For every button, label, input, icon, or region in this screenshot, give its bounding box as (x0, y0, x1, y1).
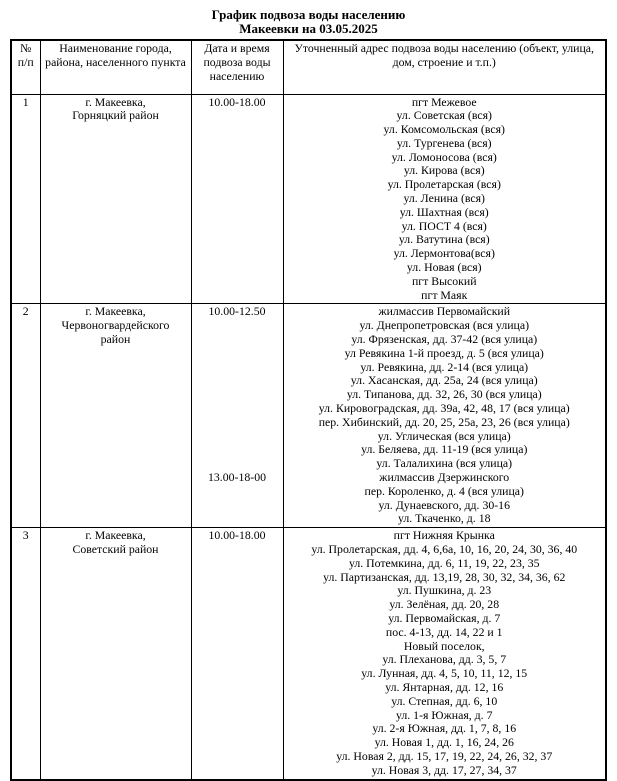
address-line: пер. Хибинский, дд. 20, 25, 25а, 23, 26 (вся улица) (318, 414, 570, 429)
address-line: ул. Дунаевского, дд. 30-16 (378, 497, 510, 512)
address-line: ул. 1-я Южная, д. 7 (396, 707, 493, 722)
time-cell (191, 528, 283, 780)
address-line: ул. ПОСТ 4 (вся) (401, 218, 487, 233)
address-cell (283, 528, 606, 780)
address-line: ул. Янтарная, дд. 12, 16 (385, 679, 504, 694)
address-line: ул. Ткаченко, д. 18 (397, 511, 491, 526)
address-line: ул. Кировоградская, дд. 39а, 42, 48, 17 (вся улица) (318, 401, 570, 416)
header-row (11, 40, 606, 94)
address-line: ул. Кирова (вся) (403, 163, 485, 178)
time-cell (191, 304, 283, 528)
locality-line: г. Макеевка, (85, 528, 146, 543)
address-line: ул. Степная, дд. 6, 10 (391, 693, 498, 708)
address-line: ул. Днепропетровская (вся улица) (359, 318, 530, 333)
address-line: ул. Лунная, дд. 4, 5, 10, 11, 12, 15 (361, 666, 528, 681)
address-line: пгт Маяк (421, 287, 468, 302)
address-line: ул Ревякина 1-й проезд, д. 5 (вся улица) (344, 345, 544, 360)
address-line: пгт Межевое (411, 94, 477, 109)
locality-line: Горняцкий район (72, 108, 159, 123)
address-line: пер. Короленко, д. 4 (вся улица) (364, 483, 524, 498)
address-line: пос. 4-13, дд. 14, 22 и 1 (385, 624, 503, 639)
address-line: жилмассив Дзержинского (379, 470, 510, 485)
address-line: ул. Пролетарская, дд. 4, 6,6а, 10, 16, 20, 24, 30, 36, 40 (311, 542, 578, 556)
locality-name (40, 528, 191, 780)
time-value: 10.00-12.50 (208, 304, 266, 319)
row-number: 2 (11, 304, 40, 528)
address-line: ул. Пушкина, д. 23 (397, 583, 492, 598)
address-line: ул. Новая 2, дд. 15, 17, 19, 22, 24, 26, 32, 37 (336, 748, 553, 763)
table-row (11, 304, 606, 528)
table-row (11, 94, 606, 304)
locality-name (40, 94, 191, 304)
address-line: ул. Беляева, дд. 11-19 (вся улица) (361, 442, 528, 457)
address-line: жилмассив Первомайский (378, 304, 511, 319)
locality-line: район (100, 332, 131, 347)
address-line: ул. Углическая (вся улица) (377, 428, 511, 443)
address-line: ул. Потемкина, дд. 6, 11, 19, 22, 23, 35 (348, 555, 540, 570)
header-time: Дата и время подвоза воды населению (191, 40, 283, 94)
address-line: пгт Нижняя Крынка (393, 528, 495, 543)
address-line: ул. Ломоносова (вся) (391, 149, 497, 164)
address-line: ул. 2-я Южная, дд. 1, 7, 8, 16 (372, 721, 517, 736)
address-cell (283, 94, 606, 304)
address-line: ул. Пролетарская (вся) (387, 177, 501, 192)
address-line: ул. Комсомольская (вся) (383, 122, 505, 137)
address-line: ул. Новая 1, дд. 1, 16, 24, 26 (374, 735, 514, 750)
address-line: ул. Новая (вся) (406, 260, 482, 275)
address-line: ул. Новая 3, дд. 17, 27, 34, 37 (371, 762, 517, 777)
address-line: пгт Высокий (411, 273, 477, 288)
time-value: 10.00-18.00 (208, 528, 266, 543)
header-num: № п/п (11, 40, 40, 94)
address-line: ул. Ленина (вся) (403, 191, 485, 206)
address-line: ул. Лермонтова(вся) (393, 246, 495, 261)
address-line: ул. Хасанская, дд. 25а, 24 (вся улица) (350, 373, 538, 388)
header-address: Уточненный адрес подвоза воды населению (объект, улица, дом, строение и т.п.) (283, 40, 606, 94)
address-line: ул. Фрязенская, дд. 37-42 (вся улица) (351, 332, 538, 347)
time-value: 10.00-18.00 (208, 94, 266, 109)
locality-line: г. Макеевка, (85, 94, 146, 109)
address-line: ул. Зелёная, дд. 20, 28 (389, 597, 500, 612)
row-number: 3 (11, 528, 40, 780)
title-line-2: Макеевки на 03.05.2025 (239, 21, 378, 36)
table-row (11, 528, 606, 780)
schedule-body (11, 94, 606, 780)
header-locality: Наименование города, района, населенного пункта (40, 40, 191, 94)
locality-line: г. Макеевка, (85, 304, 146, 319)
address-line: ул. Ревякина, дд. 2-14 (вся улица) (360, 359, 529, 374)
address-line: ул. Плеханова, дд. 3, 5, 7 (382, 652, 507, 667)
address-line: Новый поселок, (403, 638, 485, 653)
address-line: ул. Типанова, дд. 32, 26, 30 (вся улица) (346, 387, 542, 402)
locality-line: Советский район (72, 542, 159, 556)
time-cell (191, 94, 283, 304)
water-schedule-table (10, 39, 607, 781)
address-line: ул. Талалихина (вся улица) (376, 456, 513, 471)
row-number: 1 (11, 94, 40, 304)
locality-name (40, 304, 191, 528)
address-line: ул. Тургенева (вся) (396, 135, 492, 150)
address-line: ул. Партизанская, дд. 13,19, 28, 30, 32, 34, 36, 62 (323, 569, 566, 584)
document-title (10, 8, 607, 36)
address-line: ул. Первомайская, д. 7 (388, 610, 501, 625)
address-line: ул. Ватутина (вся) (398, 232, 490, 247)
title-line-1: График подвоза воды населению (211, 7, 406, 22)
address-line: ул. Советская (вся) (396, 108, 492, 123)
time-value: 13.00-18-00 (208, 470, 266, 485)
locality-line: Червоногвардейского (61, 318, 170, 333)
address-line: ул. Шахтная (вся) (399, 204, 489, 219)
address-cell (283, 304, 606, 528)
